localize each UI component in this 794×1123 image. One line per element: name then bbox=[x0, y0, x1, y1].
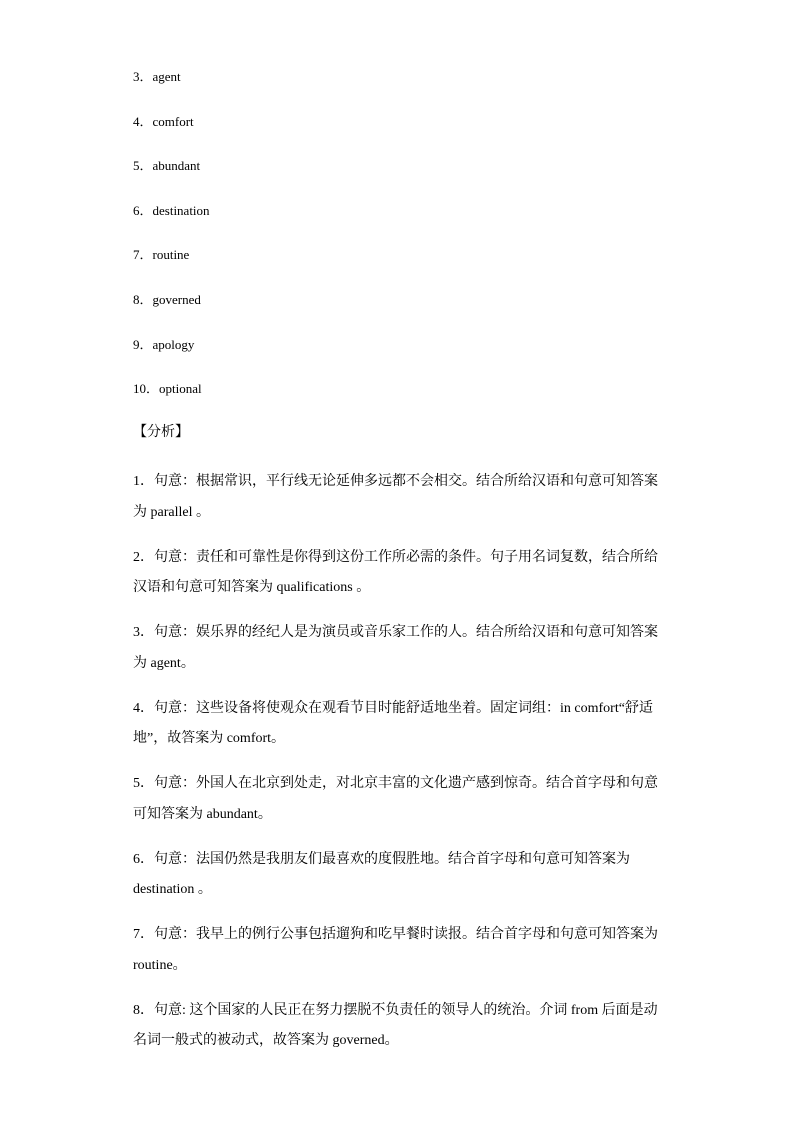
answer-item: 8．governed bbox=[133, 291, 201, 307]
answer-item: 5．abundant bbox=[133, 158, 201, 174]
answer-item: 10．optional bbox=[133, 381, 202, 397]
analysis-item: 4．句意：这些设备将使观众在观看节目时能舒适地坐着。固定词组：in comfort“舒适地”，故答案为 comfort。 bbox=[133, 700, 653, 746]
answer-item: 4．comfort bbox=[133, 113, 194, 129]
analysis-list bbox=[133, 467, 669, 1071]
answer-item: 9．apology bbox=[133, 336, 195, 352]
analysis-item: 6．句意：法国仍然是我朋友们最喜欢的度假胜地。结合首字母和句意可知答案为 destination 。 bbox=[133, 851, 630, 897]
answer-item: 3．agent bbox=[133, 69, 181, 84]
answer-item: 6．destination bbox=[133, 202, 210, 218]
answer-list bbox=[133, 67, 673, 424]
analysis-item: 2．句意：责任和可靠性是你得到这份工作所必需的条件。句子用名词复数，结合所给汉语和句意可知答案为 qualifications 。 bbox=[133, 549, 658, 595]
analysis-item: 7．句意：我早上的例行公事包括遛狗和吃早餐时读报。结合首字母和句意可知答案为 routine。 bbox=[133, 927, 658, 973]
analysis-item: 3．句意：娱乐界的经纪人是为演员或音乐家工作的人。结合所给汉语和句意可知答案为 agent。 bbox=[133, 625, 658, 671]
analysis-item: 5．句意：外国人在北京到处走，对北京丰富的文化遗产感到惊奇。结合首字母和句意可知答案为 abundant。 bbox=[133, 776, 658, 822]
analysis-item: 8．句意: 这个国家的人民正在努力摆脱不负责任的领导人的统治。介词 from 后面是动名词一般式的被动式，故答案为 governed。 bbox=[133, 1002, 658, 1048]
analysis-heading: 【分析】 bbox=[133, 425, 189, 440]
analysis-item: 1．句意：根据常识，平行线无论延伸多远都不会相交。结合所给汉语和句意可知答案为 parallel 。 bbox=[133, 474, 658, 520]
answer-item: 7．routine bbox=[133, 247, 190, 263]
